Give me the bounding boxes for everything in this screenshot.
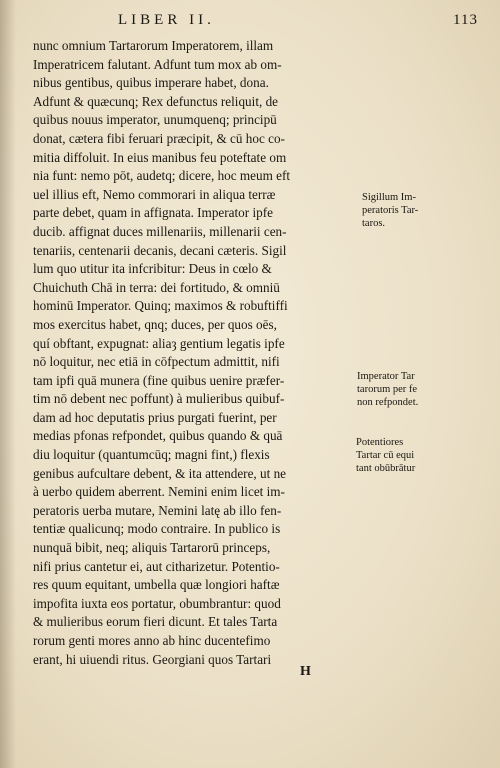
text-line: nunquā bibit, neq; aliquis Tartarorū princeps, [33, 540, 271, 556]
text-line: tam ipfi quā munera (fine quibus uenire præfer- [33, 372, 285, 388]
margin-note-line: non refpondet. [357, 397, 419, 408]
text-line: parte debet, quam in affignata. Imperator ipfe [33, 205, 273, 221]
text-line: nō loquitur, nec etiā in cōfpectum admittit, nifi [33, 354, 280, 370]
margin-note-line: tarorum per fe [357, 384, 418, 395]
text-line: Adfunt & quæcunq; Rex defunctus reliquit, de [33, 93, 279, 109]
text-line: mos exercitus habet, qnq; duces, per quos oēs, [33, 316, 277, 332]
text-line: mitia diffoluit. In eius manibus feu poteftate om [33, 149, 287, 165]
text-line: nifi prius cantetur ei, aut citharizetur. Potentio- [33, 558, 280, 574]
margin-note-line: Sigillum Im- [362, 192, 416, 203]
margin-note-emperor-response [357, 370, 418, 409]
text-line: Imperatricem falutant. Adfunt tum mox ab om- [33, 56, 282, 72]
text-line: dam ad hoc deputatis prius purgati fuerint, per [33, 409, 277, 425]
catchword: H [300, 664, 311, 679]
text-line: à uerbo quidem aberrent. Nemini enim licet im- [33, 484, 285, 500]
text-line: res quum equitant, umbella quæ longiori haftæ [33, 577, 280, 593]
text-line: medias pfonas refpondet, quibus quando & quā [33, 428, 283, 444]
text-line: diu loquitur (quantumcūq; magni fint,) flexis [33, 447, 270, 463]
margin-note-seal [362, 191, 418, 230]
text-line: peratoris uerba mutare, Nemini latę ab illo fen- [33, 502, 282, 518]
margin-note-line: Tartar cū equi [356, 450, 415, 461]
main-text-block [33, 37, 358, 669]
page-header [118, 12, 478, 32]
margin-note-line: tant obūbrātur [356, 463, 416, 474]
text-line: uel illius eft, Nemo commorari in aliqua terræ [33, 186, 276, 202]
text-line: tenariis, centenarii decanis, decani cæteris. Sigil [33, 242, 287, 258]
text-line: nunc omnium Tartarorum Imperatorem, illam [33, 38, 274, 53]
margin-note-line: Potentiores [356, 437, 404, 448]
text-line: quibus nouus imperator, unumquenq; principū [33, 112, 277, 128]
running-head: LIBER II. [118, 12, 215, 28]
text-line: hominū Imperator. Quinq; maximos & robuftiffi [33, 298, 288, 314]
text-line: ducib. affignat duces millenariis, millenarii cen- [33, 223, 287, 239]
margin-note-line: peratoris Tar- [362, 205, 419, 216]
binding-shadow [0, 0, 16, 768]
text-line: quí obftant, expugnat: aliaȝ gentium legatis ipfe [33, 335, 285, 351]
text-line: lum quo utitur ita infcribitur: Deus in cœlo & [33, 261, 272, 277]
text-line: donat, cætera fibi feruari præcipit, & cū hoc co- [33, 130, 285, 146]
text-line: genibus aufcultare debent, & ita attendere, ut ne [33, 465, 287, 481]
text-line: nia funt: nemo pōt, audetq; dicere, hoc meum eft [33, 168, 291, 184]
text-line: rorum genti mores anno ab hinc ducentefimo [33, 633, 271, 648]
text-line: erant, hi uiuendi ritus. Georgiani quos Tartari [33, 651, 272, 667]
text-line: nibus gentibus, quibus imperare habet, dona. [33, 75, 269, 91]
text-line: tentiæ qualicunq; modo contraire. In publico is [33, 521, 281, 537]
page-number: 113 [453, 12, 478, 28]
text-line: & mulieribus eorum fieri dicunt. Et tales Tarta [33, 614, 278, 630]
text-line: impofita iuxta eos portatur, obumbrantur: quod [33, 595, 281, 611]
margin-note-umbrella [356, 436, 415, 475]
text-line: tim nō debent nec poffunt) à mulieribus quibuf- [33, 391, 285, 407]
margin-note-line: taros. [362, 218, 386, 229]
margin-note-line: Imperator Tar [357, 371, 415, 382]
text-line: Chuichuth Chā in terra: dei fortitudo, & omniū [33, 279, 280, 295]
